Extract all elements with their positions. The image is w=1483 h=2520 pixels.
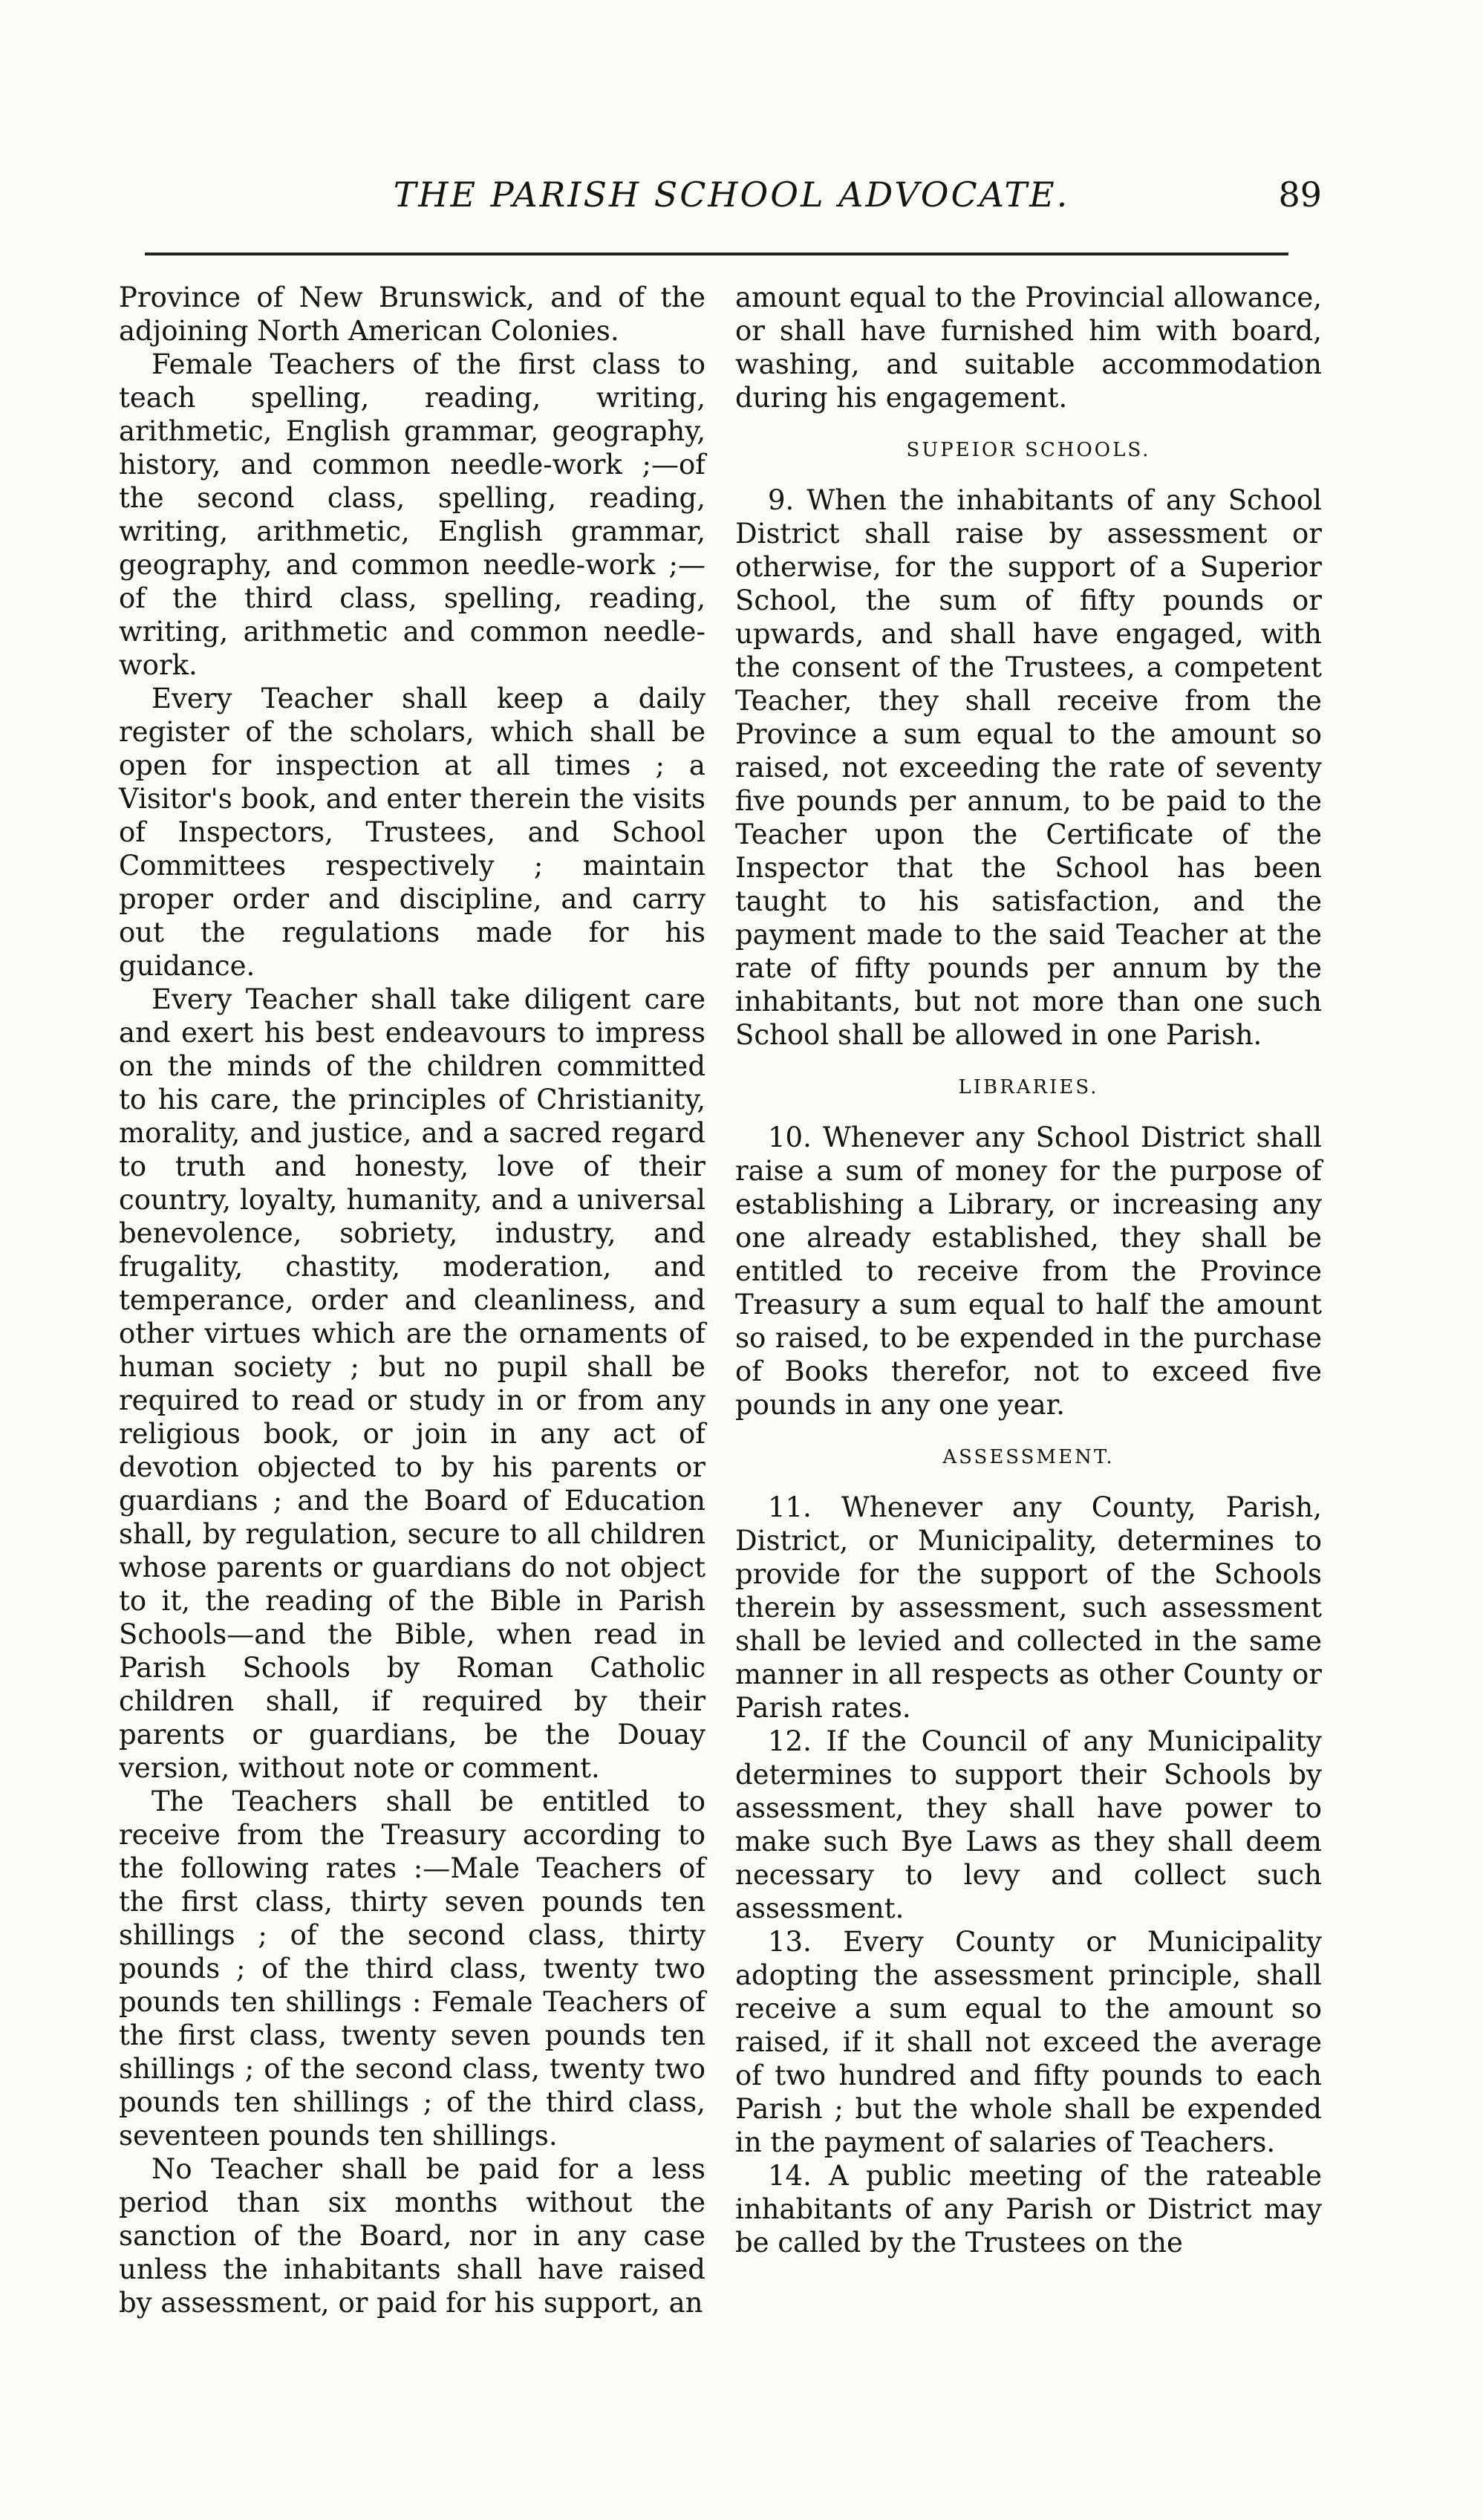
section-heading-assessment: ASSESSMENT. bbox=[942, 1446, 1115, 1468]
paragraph-12: 12. If the Council of any Municipality determines to support their Schools by assessment, they shall have power to make such Bye Laws as they shall deem necessary to levy and collect such assessment. bbox=[735, 1725, 1322, 1924]
paragraph-10: 10. Whenever any School District shall raise a sum of money for the purpose of establishing a Library, or increasing any one already established, they shall be entitled to receive from the Province Treasury a sum equal to half the amount so raised, to be expended in the purchase of Books therefor, not to exceed five pounds in any one year. bbox=[735, 1121, 1322, 1421]
page-number: 89 bbox=[1278, 175, 1322, 215]
right-column bbox=[735, 281, 1322, 2259]
header-rule bbox=[145, 253, 1288, 255]
paragraph-9: 9. When the inhabitants of any School District shall raise by assessment or otherwise, for the support of a Superior School, the sum of fifty pounds or upwards, and shall have engaged, with the consent of the Trustees, a competent Teacher, they shall receive from the Province a sum equal to the amount so raised, not exceeding the rate of seventy five pounds per annum, to be paid to the Teacher upon the Certificate of the Inspector that the School has been taught to his satisfaction, and the payment made to the said Teacher at the rate of fifty pounds per annum by the inhabitants, but not more than one such School shall be allowed in one Parish. bbox=[735, 484, 1322, 1051]
paragraph: Every Teacher shall take diligent care and exert his best endeavours to impress on the minds of the children committed to his care, the principles of Christianity, morality, and justice, and a sacred regard to truth and honesty, love of their country, loyalty, humanity, and a universal benevolence, sobriety, industry, and frugality, chastity, moderation, and temperance, order and cleanliness, and other virtues which are the ornaments of human society ; but no pupil shall be required to read or study in or from any religious book, or join in any act of devotion objected to by his parents or guardians ; and the Board of Education shall, by regulation, secure to all children whose parents or guardians do not object to it, the reading of the Bible in Parish Schools—and the Bible, when read in Parish Schools by Roman Catholic children shall, if required by their parents or guardians, be the Douay version, without note or comment. bbox=[119, 983, 705, 1784]
left-column bbox=[119, 281, 705, 2319]
paragraph: The Teachers shall be entitled to receive from the Treasury according to the following rates :—Male Teachers of the first class, thirty seven pounds ten shillings ; of the second class, thirty pounds ; of the third class, twenty two pounds ten shillings : Female Teachers of the first class, twenty seven pounds ten shillings ; of the second class, twenty two pounds ten shillings ; of the third class, seventeen pounds ten shillings. bbox=[119, 1785, 705, 2152]
paragraph: No Teacher shall be paid for a less period than six months without the sanction of the Board, nor in any case unless the inhabitants shall have raised by assessment, or paid for his support, an bbox=[119, 2153, 705, 2319]
paragraph-13: 13. Every County or Municipality adopting the assessment principle, shall receive a sum equal to the amount so raised, if it shall not exceed the average of two hundred and fifty pounds to each Parish ; but the whole shall be expended in the payment of salaries of Teachers. bbox=[735, 1926, 1322, 2158]
paragraph: Female Teachers of the first class to teach spelling, reading, writing, arithmetic, English grammar, geography, history, and common needle-work ;—of the second class, spelling, reading, writing, arithmetic, English grammar, geography, and common needle-work ;—of the third class, spelling, reading, writing, arithmetic and common needle-work. bbox=[119, 348, 705, 681]
page-header bbox=[141, 152, 1322, 227]
paragraph-14: 14. A public meeting of the rateable inhabitants of any Parish or District may be called by the Trustees on the bbox=[735, 2160, 1322, 2259]
section-heading-superior-schools: SUPEIOR SCHOOLS. bbox=[906, 439, 1151, 461]
running-title: THE PARISH SCHOOL ADVOCATE. bbox=[393, 175, 1070, 215]
paragraph: amount equal to the Provincial allowance, or shall have furnished him with board, washing, and suitable accommodation during his engagement. bbox=[735, 281, 1322, 414]
paragraph-11: 11. Whenever any County, Parish, District, or Municipality, determines to provide for the support of the Schools therein by assessment, such assessment shall be levied and collected in the same manner in all respects as other County or Parish rates. bbox=[735, 1491, 1322, 1724]
section-heading-libraries: LIBRARIES. bbox=[958, 1076, 1099, 1098]
paragraph: Province of New Brunswick, and of the adjoining North American Colonies. bbox=[119, 281, 705, 347]
paragraph: Every Teacher shall keep a daily register of the scholars, which shall be open for inspection at all times ; a Visitor's book, and enter therein the visits of Inspectors, Trustees, and School Committees respectively ; maintain proper order and discipline, and carry out the regulations made for his guidance. bbox=[119, 683, 705, 982]
